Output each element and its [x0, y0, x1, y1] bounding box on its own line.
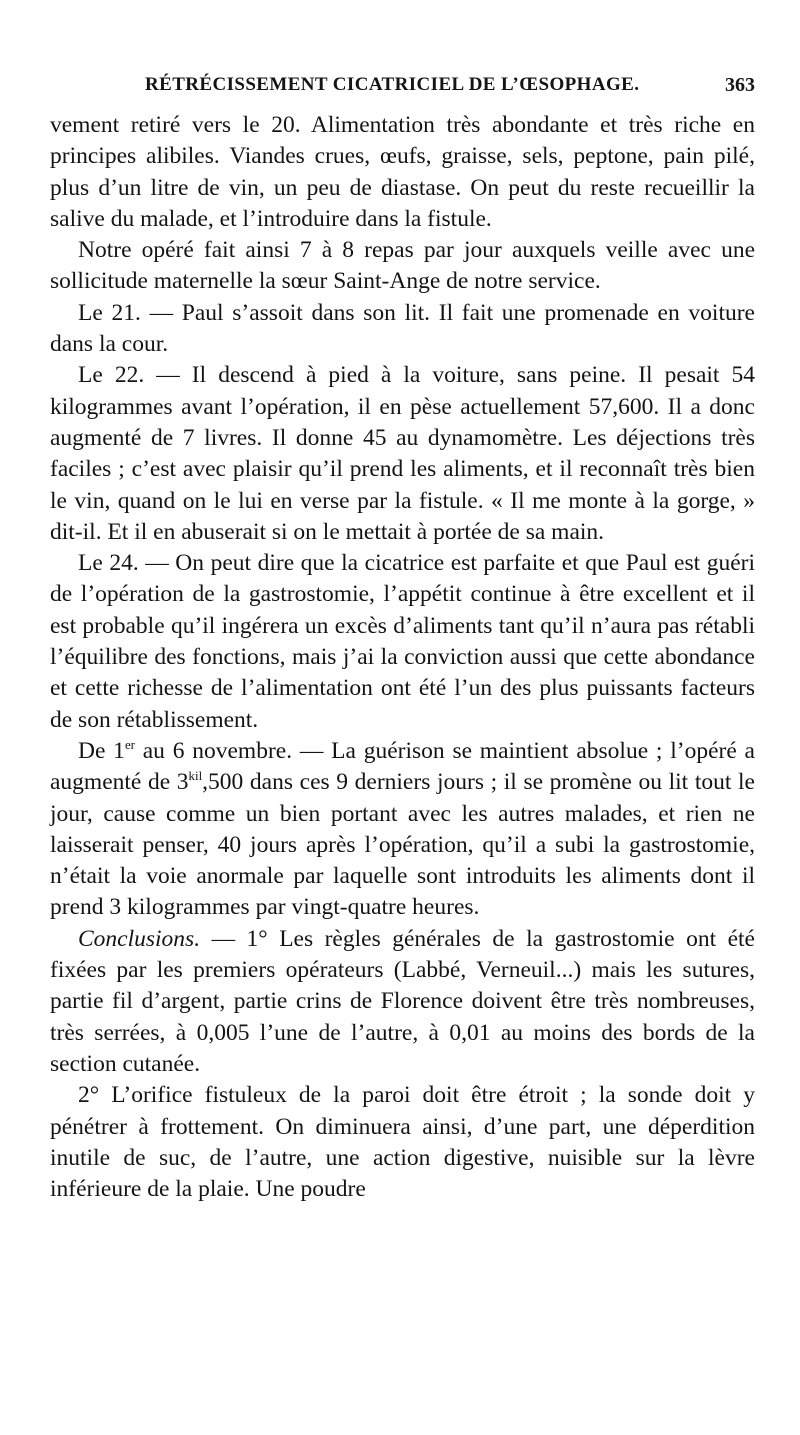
page-header [50, 64, 755, 104]
running-title: RÉTRÉCISSEMENT CICATRICIEL DE L’ŒSOPHAGE. [145, 74, 640, 95]
paragraph-november [50, 736, 755, 924]
paragraph-day-22: Le 22. — Il descend à pied à la voiture, sans peine. Il pesait 54 kilogrammes avant l’opération, il en pèse actuellement 57,600. Il a donc augmenté de 7 livres. Il donne 45 au dynamomètre. Les déjections très faciles ; c’est avec plaisir qu’il prend les aliments, et il reconnaît très bien le vin, quand on le lui en verse par la fistule. « Il me monte à la gorge, » dit-il. Et il en abuserait si on le mettait à portée de sa main. [50, 362, 755, 545]
book-page [50, 0, 755, 1435]
paragraph-conclusions [50, 924, 755, 1080]
superscript-kil: kil [188, 768, 203, 784]
paragraph-day-24: Le 24. — On peut dire que la cicatrice est parfaite et que Paul est guéri de l’opération de la gastrostomie, l’appétit continue à être excellent et il est probable qu’il ingérera un excès d’aliments tant qu’il n’aura pas rétabli l’équilibre des fonctions, mais j’ai la conviction aussi que cette abondance et cette richesse de l’alimentation ont été l’un des plus puissants facteurs de son rétablissement. [50, 550, 755, 733]
conclusions-label: Conclusions. [78, 925, 201, 952]
text-segment: — 1° Les règles générales de la gastrostomie ont été fixées par les premiers opérateurs (Labbé, Verneuil...) mais les sutures, partie fil d’argent, partie crins de Florence doivent être très nombreuses, très serrées, à 0,005 l’une de l’autre, à 0,01 au moins des bords de la section cutanée. [50, 925, 755, 1077]
page-number: 363 [725, 74, 755, 96]
paragraph-day-21: Le 21. — Paul s’assoit dans son lit. Il fait une promenade en voiture dans la cour. [50, 299, 755, 358]
paragraph-meals: Notre opéré fait ainsi 7 à 8 repas par jour auxquels veille avec une sollicitude maternelle la sœur Saint-Ange de notre service. [50, 237, 755, 295]
paragraph-continuation: vement retiré vers le 20. Alimentation très abondante et très riche en principes alibiles. Viandes crues, œufs, graisse, sels, peptone, pain pilé, plus d’un litre de vin, un peu de diastase. On peut du reste recueillir la salive du malade, et l’introduire dans la fistule. [50, 112, 755, 232]
text-segment: De 1 [78, 737, 125, 764]
text-segment: au 6 novembre. — La guérison se maintient absolue ; l’opéré a augmenté de 3 [50, 737, 755, 796]
body-text [50, 110, 755, 1205]
paragraph-conclusion-2: 2° L’orifice fistuleux de la paroi doit être étroit ; la sonde doit y pénétrer à frottement. On diminuera ainsi, d’une part, une déperdition inutile de suc, de l’autre, une action digestive, nuisible sur la lèvre inférieure de la plaie. Une poudre [50, 1082, 755, 1203]
text-segment: ,500 dans ces 9 derniers jours ; il se promène ou lit tout le jour, cause comme un bien portant avec les autres malades, et rien ne laisserait penser, 40 jours après l’opération, qu’il a subi la gastrostomie, n’était la voie anormale par laquelle sont introduits les aliments dont il prend 3 kilogrammes par vingt-quatre heures. [50, 769, 755, 921]
superscript-er: er [124, 737, 135, 753]
